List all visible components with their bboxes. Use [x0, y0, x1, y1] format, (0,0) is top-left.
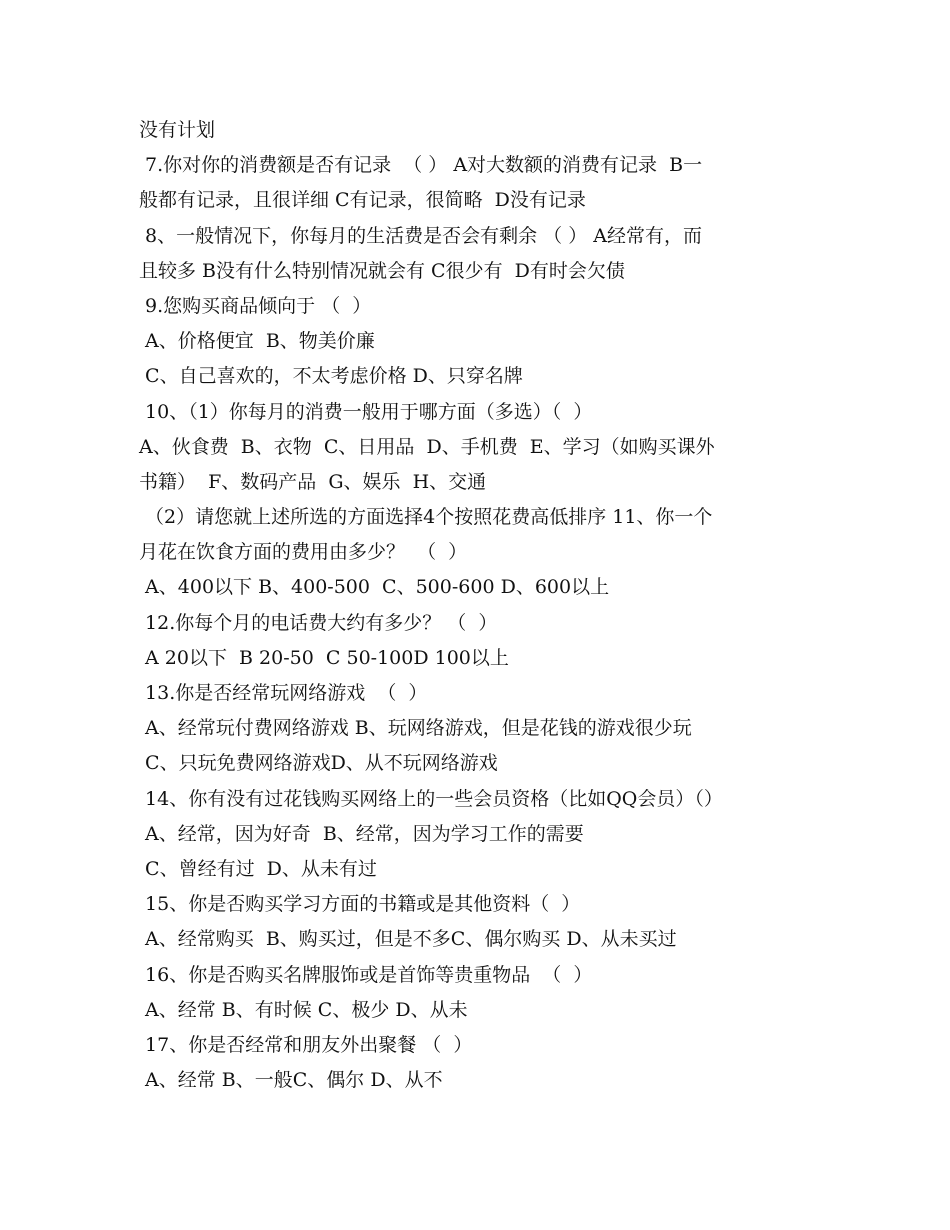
text-line: 般都有记录，且很详细 C有记录，很简略 D没有记录 [139, 189, 586, 212]
text-line: C、只玩免费网络游戏D、从不玩网络游戏 [139, 752, 498, 775]
text-line: A、伙食费 B、衣物 C、日用品 D、手机费 E、学习（如购买课外 [139, 435, 715, 458]
text-line: 月花在饮食方面的费用由多少？ （ ） [139, 541, 468, 564]
text-line: 且较多 B没有什么特别情况就会有 C很少有 D有时会欠债 [139, 259, 625, 282]
text-line: 16、你是否购买名牌服饰或是首饰等贵重物品 （ ） [139, 963, 593, 986]
text-line: C、自己喜欢的，不太考虑价格 D、只穿名牌 [139, 365, 523, 388]
text-line: 9.您购买商品倾向于 （ ） [139, 294, 372, 317]
text-line: 17、你是否经常和朋友外出聚餐 （ ） [139, 1033, 473, 1056]
text-line: 10、（1）你每月的消费一般用于哪方面（多选）（ ） [139, 400, 593, 423]
document-body [139, 113, 819, 1098]
text-line: 8、一般情况下，你每月的生活费是否会有剩余 （ ） A经常有，而 [139, 224, 702, 247]
text-line: 13.你是否经常玩网络游戏 （ ） [139, 682, 428, 704]
text-line: A 20以下 B 20-50 C 50-100D 100以上 [139, 646, 509, 669]
text-line: （2）请您就上述所选的方面选择4个按照花费高低排序 11、你一个 [139, 506, 713, 529]
text-line: C、曾经有过 D、从未有过 [139, 857, 377, 880]
text-line: A、400以下 B、400-500 C、500-600 D、600以上 [139, 576, 610, 599]
text-line: 没有计划 [139, 119, 216, 141]
text-line: 7.你对你的消费额是否有记录 （ ） A对大数额的消费有记录 B一 [139, 154, 703, 177]
text-line: 15、你是否购买学习方面的书籍或是其他资料（ ） [139, 893, 581, 916]
text-line: A、经常购买 B、购买过，但是不多C、偶尔购买 D、从未买过 [139, 928, 677, 951]
text-line: A、经常 B、有时候 C、极少 D、从未 [139, 998, 468, 1021]
text-line: 12.你每个月的电话费大约有多少？ （ ） [139, 611, 498, 634]
text-line: A、经常玩付费网络游戏 B、玩网络游戏，但是花钱的游戏很少玩 [139, 717, 692, 740]
text-line: 14、你有没有过花钱购买网络上的一些会员资格（比如QQ会员）（） [139, 787, 723, 810]
text-line: A、经常，因为好奇 B、经常，因为学习工作的需要 [139, 822, 584, 845]
text-line: A、经常 B、一般C、偶尔 D、从不 [139, 1069, 443, 1092]
text-line: 书籍） F、数码产品 G、娱乐 H、交通 [139, 470, 487, 493]
text-line: A、价格便宜 B、物美价廉 [139, 330, 375, 353]
